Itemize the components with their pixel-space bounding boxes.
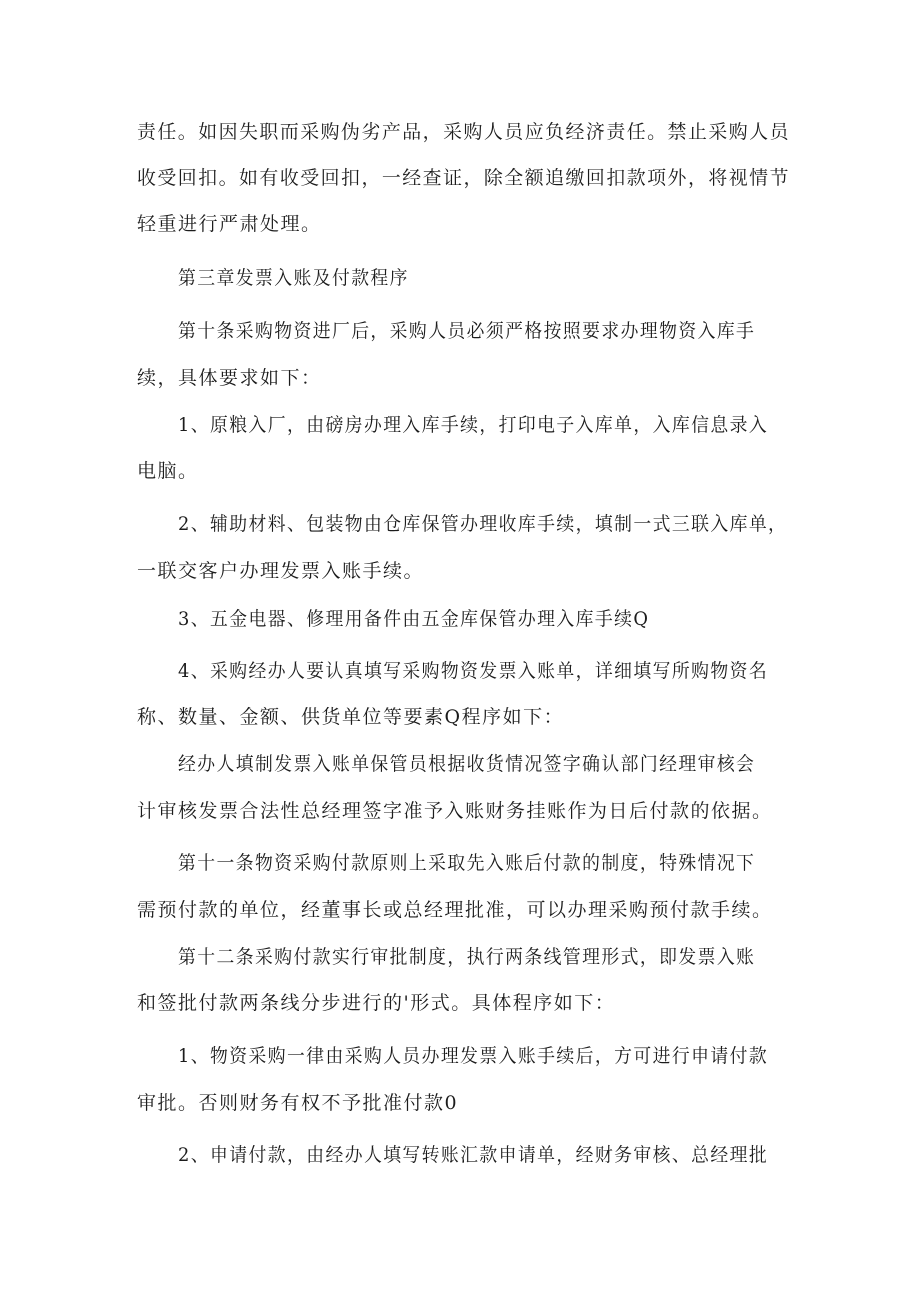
body-text-line: 电脑。: [137, 460, 199, 482]
body-text-line: 收受回扣。如有收受回扣，一经查证，除全额追缴回扣款项外，将视情节: [137, 167, 790, 189]
body-text-line: 1、物资采购一律由采购人员办理发票入账手续后，方可进行申请付款: [178, 1045, 769, 1067]
body-text-line: 第十二条采购付款实行审批制度，执行两条线管理形式，即发票入账: [178, 946, 756, 968]
body-text-line: 需预付款的单位，经董事长或总经理批准，可以办理采购预付款手续。: [137, 899, 773, 921]
body-text-line: 续，具体要求如下：: [137, 367, 322, 389]
body-text-line: 2、申请付款，由经办人填写转账汇款申请单，经财务审核、总经理批: [178, 1144, 769, 1166]
body-text-line: 第十条采购物资进厂后，采购人员必须严格按照要求办理物资入库手: [178, 320, 756, 342]
body-text-line: 称、数量、金额、供货单位等要素Q程序如下：: [137, 706, 565, 728]
body-text-line: 第十一条物资采购付款原则上采取先入账后付款的制度，特殊情况下: [178, 852, 756, 874]
body-text-line: 经办人填制发票入账单保管员根据收货情况签字确认部门经理审核会: [178, 753, 756, 775]
body-text-line: 1、原粮入厂，由磅房办理入库手续，打印电子入库单，入库信息录入: [178, 414, 769, 436]
body-text-line: 2、辅助材料、包装物由仓库保管办理收库手续，填制一式三联入库单，: [178, 513, 788, 535]
body-text-line: 和签批付款两条线分步进行的'形式。具体程序如下：: [137, 992, 616, 1014]
body-text-line: 4、采购经办人要认真填写采购物资发票入账单，详细填写所购物资名: [178, 660, 769, 682]
body-text-line: 轻重进行严肃处理。: [137, 213, 322, 235]
body-text-line: 计审核发票合法性总经理签字准予入账财务挂账作为日后付款的依据。: [137, 800, 773, 822]
body-text-line: 责任。如因失职而采购伪劣产品，采购人员应负经济责任。禁止采购人员: [137, 121, 790, 143]
body-text-line: 一联交客户办理发票入账手续。: [137, 560, 425, 582]
body-text-line: 3、五金电器、修理用备件由五金库保管办理入库手续Q: [178, 608, 650, 630]
body-text-line: 审批。否则财务有权不予批准付款0: [137, 1092, 459, 1114]
chapter-heading: 第三章发票入账及付款程序: [178, 267, 409, 289]
